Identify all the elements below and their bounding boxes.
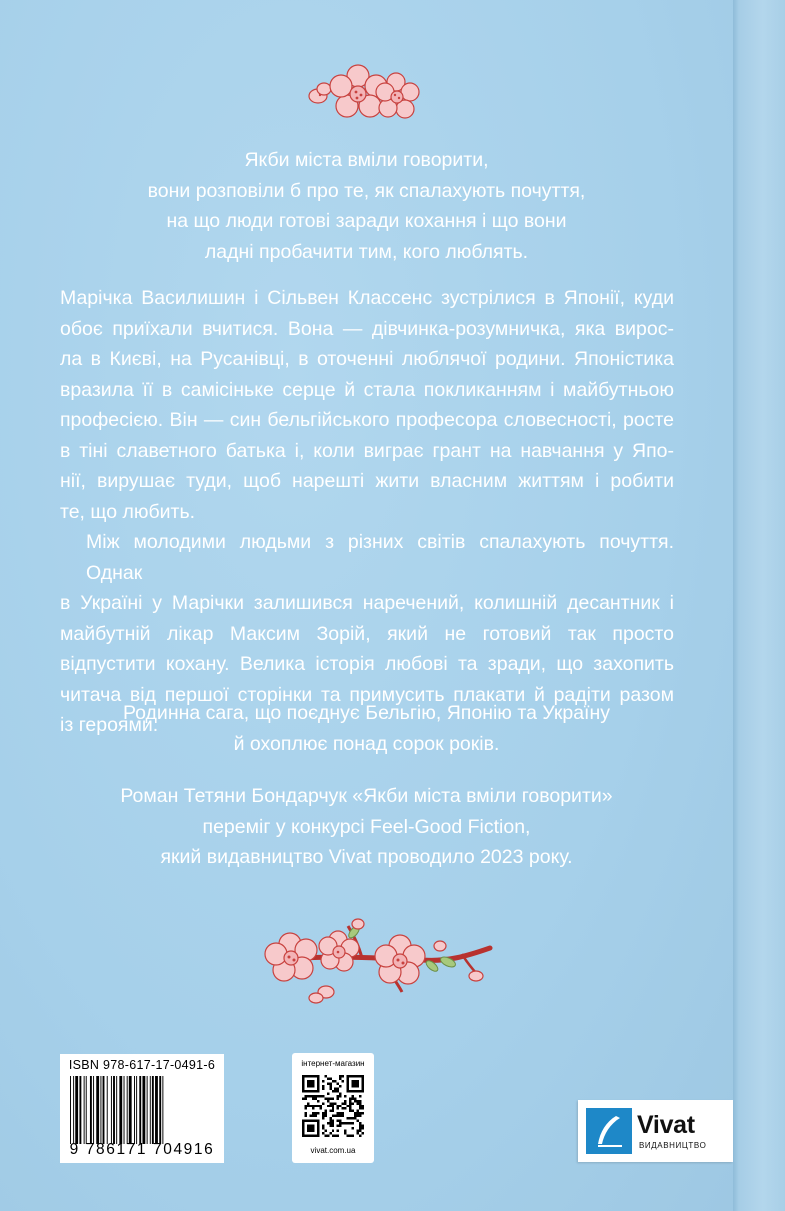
qr-module xyxy=(322,1132,324,1134)
qr-module xyxy=(327,1122,329,1124)
barcode-bar xyxy=(155,1076,158,1144)
qr-module xyxy=(307,1095,309,1097)
barcode-bar xyxy=(113,1076,115,1144)
qr-module xyxy=(309,1105,311,1107)
award-line: переміг у конкурсі Feel-Good Fiction, xyxy=(202,815,531,838)
qr-module xyxy=(334,1090,336,1092)
qr-module xyxy=(317,1095,319,1097)
barcode-bar xyxy=(79,1076,81,1144)
qr-module xyxy=(359,1127,361,1129)
qr-module xyxy=(342,1122,344,1124)
qr-module xyxy=(339,1112,341,1114)
text-line: із героями. xyxy=(60,714,159,736)
qr-module xyxy=(312,1115,314,1117)
qr-module xyxy=(312,1097,314,1099)
qr-module xyxy=(354,1115,356,1117)
qr-module xyxy=(319,1107,321,1109)
qr-module xyxy=(342,1112,344,1114)
qr-module xyxy=(357,1110,359,1112)
qr-module xyxy=(324,1075,326,1077)
qr-module xyxy=(312,1107,314,1109)
qr-module xyxy=(324,1135,326,1137)
text-line: в тіні славетного батька і, коли виграє грант на навчання у Япо- xyxy=(60,439,674,462)
qr-module xyxy=(319,1105,321,1107)
barcode-bar xyxy=(139,1076,141,1144)
qr-module xyxy=(304,1097,306,1099)
qr-module xyxy=(322,1095,324,1097)
qr-module xyxy=(342,1080,344,1082)
qr-module xyxy=(322,1085,324,1087)
qr-module xyxy=(359,1130,361,1132)
tagline xyxy=(60,698,673,759)
qr-top-label: інтернет-магазин xyxy=(301,1059,365,1068)
cherry-branch-icon xyxy=(262,918,494,1008)
qr-module xyxy=(307,1102,309,1104)
qr-module xyxy=(332,1102,334,1104)
qr-module xyxy=(362,1132,364,1134)
qr-module xyxy=(339,1075,341,1077)
text-line: нії, вирушає туди, щоб нарешті жити власним життям і робити xyxy=(60,470,674,492)
qr-module xyxy=(349,1107,351,1109)
barcode-bar xyxy=(152,1076,154,1144)
qr-module xyxy=(322,1127,324,1129)
text-line: відпустити кохану. Велика історія любові та зради, що захопить xyxy=(60,653,674,675)
qr-module xyxy=(349,1110,351,1112)
qr-code-icon xyxy=(302,1075,364,1137)
qr-module xyxy=(329,1120,331,1122)
qr-module xyxy=(329,1117,331,1119)
qr-module xyxy=(339,1092,341,1094)
intro-line: на що люди готові заради кохання і що вони xyxy=(166,210,567,232)
qr-module xyxy=(359,1100,361,1102)
isbn-barcode xyxy=(60,1054,224,1163)
barcode-bar xyxy=(73,1076,74,1144)
qr-module xyxy=(362,1127,364,1129)
qr-module xyxy=(352,1080,359,1087)
qr-module xyxy=(359,1135,361,1137)
barcode-bars xyxy=(70,1076,216,1144)
qr-module xyxy=(314,1112,316,1114)
barcode-bar xyxy=(93,1076,94,1144)
qr-module xyxy=(337,1082,339,1084)
qr-module xyxy=(304,1115,306,1117)
qr-module xyxy=(362,1105,364,1107)
qr-module xyxy=(312,1095,314,1097)
barcode-bar xyxy=(70,1076,71,1144)
publisher-subtitle: ВИДАВНИЦТВО xyxy=(639,1141,707,1150)
qr-module xyxy=(304,1107,306,1109)
qr-module xyxy=(349,1102,351,1104)
barcode-bar xyxy=(100,1076,101,1144)
qr-module xyxy=(352,1102,354,1104)
qr-module xyxy=(332,1105,334,1107)
qr-module xyxy=(332,1135,334,1137)
qr-module xyxy=(357,1112,359,1114)
tagline-line: Родинна сага, що поєднує Бельгію, Японію та Україну xyxy=(122,702,610,724)
qr-module xyxy=(337,1087,339,1089)
qr-module xyxy=(324,1115,326,1117)
qr-module xyxy=(302,1097,304,1099)
qr-module xyxy=(307,1125,314,1132)
qr-module xyxy=(329,1077,331,1079)
qr-module xyxy=(344,1102,346,1104)
qr-module xyxy=(317,1105,319,1107)
qr-module xyxy=(332,1107,334,1109)
barcode-bar xyxy=(116,1076,117,1144)
qr-bottom-label: vivat.com.ua xyxy=(310,1146,356,1155)
qr-module xyxy=(337,1120,339,1122)
barcode-bar xyxy=(150,1076,151,1144)
cherry-blossom-icon xyxy=(300,62,425,130)
qr-module xyxy=(322,1115,324,1117)
qr-module xyxy=(337,1097,339,1099)
qr-module xyxy=(344,1130,346,1132)
qr-module xyxy=(327,1092,329,1094)
qr-module xyxy=(304,1105,306,1107)
qr-module xyxy=(357,1100,359,1102)
qr-module xyxy=(314,1095,316,1097)
qr-module xyxy=(329,1132,331,1134)
qr-module xyxy=(339,1115,341,1117)
isbn-label: ISBN 978-617-17-0491-6 xyxy=(68,1058,216,1072)
quill-logo-icon xyxy=(586,1108,632,1154)
text-line: Між молодими людьми з різних світів спалахують почуття. Однак xyxy=(86,531,674,584)
text-line: вразила її в самісіньке серце й стала покликанням і майбутньою xyxy=(60,378,674,401)
qr-module xyxy=(334,1102,336,1104)
qr-module xyxy=(344,1132,346,1134)
barcode-bar xyxy=(147,1076,148,1144)
qr-module xyxy=(337,1095,339,1097)
qr-module xyxy=(329,1085,331,1087)
barcode-bar xyxy=(134,1076,135,1144)
qr-module xyxy=(339,1120,341,1122)
intro-line: ладні пробачити тим, кого люблять. xyxy=(204,240,529,263)
qr-module xyxy=(327,1100,329,1102)
barcode-bar xyxy=(129,1076,132,1144)
award-line: який видавництво Vivat проводило 2023 року. xyxy=(160,846,573,868)
qr-module xyxy=(354,1117,356,1119)
qr-module xyxy=(337,1107,339,1109)
qr-module xyxy=(359,1112,361,1114)
qr-module xyxy=(309,1115,311,1117)
qr-module xyxy=(339,1105,341,1107)
text-line: в Україні у Марічки залишився наречений, колишній десантник і xyxy=(60,592,674,614)
qr-module xyxy=(357,1102,359,1104)
qr-module xyxy=(312,1112,314,1114)
qr-module xyxy=(347,1135,349,1137)
qr-module xyxy=(359,1125,361,1127)
qr-module xyxy=(329,1097,331,1099)
qr-module xyxy=(352,1135,354,1137)
qr-module xyxy=(332,1080,334,1082)
qr-module xyxy=(322,1112,324,1114)
qr-module xyxy=(359,1115,361,1117)
qr-module xyxy=(339,1077,341,1079)
qr-module xyxy=(349,1135,351,1137)
qr-module xyxy=(322,1125,324,1127)
qr-module xyxy=(332,1125,334,1127)
qr-module xyxy=(319,1095,321,1097)
book-spine xyxy=(733,0,785,1211)
qr-module xyxy=(354,1097,356,1099)
qr-module xyxy=(357,1115,359,1117)
qr-module xyxy=(324,1112,326,1114)
qr-module xyxy=(342,1102,344,1104)
synopsis-paragraph-1 xyxy=(60,283,674,527)
qr-module xyxy=(332,1110,334,1112)
barcode-bar xyxy=(86,1076,87,1144)
qr-module xyxy=(354,1100,356,1102)
qr-module xyxy=(327,1097,329,1099)
qr-module xyxy=(322,1102,324,1104)
qr-module xyxy=(324,1097,326,1099)
qr-module xyxy=(339,1085,341,1087)
barcode-bar xyxy=(111,1076,112,1144)
qr-module xyxy=(347,1122,349,1124)
qr-module xyxy=(327,1105,329,1107)
qr-module xyxy=(309,1095,311,1097)
text-line: читача від першої сторінки та примусить плакати й радіти разом xyxy=(60,683,674,706)
qr-module xyxy=(327,1077,329,1079)
qr-module xyxy=(362,1107,364,1109)
qr-module xyxy=(317,1100,319,1102)
synopsis xyxy=(60,283,674,741)
qr-module xyxy=(329,1082,331,1084)
qr-module xyxy=(322,1117,324,1119)
qr-module xyxy=(359,1122,361,1124)
qr-module xyxy=(332,1120,334,1122)
qr-module xyxy=(327,1135,329,1137)
qr-module xyxy=(337,1135,339,1137)
qr-module xyxy=(349,1117,351,1119)
qr-module xyxy=(342,1107,344,1109)
qr-module xyxy=(337,1105,339,1107)
qr-module xyxy=(334,1080,336,1082)
qr-module xyxy=(314,1105,316,1107)
qr-module xyxy=(339,1122,341,1124)
tagline-line: й охоплює понад сорок років. xyxy=(233,732,500,755)
qr-module xyxy=(332,1122,334,1124)
qr-module xyxy=(357,1120,359,1122)
qr-module xyxy=(354,1112,356,1114)
qr-module xyxy=(339,1125,341,1127)
qr-module xyxy=(349,1105,351,1107)
qr-module xyxy=(362,1125,364,1127)
barcode-bar xyxy=(103,1076,105,1144)
barcode-bar xyxy=(159,1076,161,1144)
qr-module xyxy=(334,1135,336,1137)
qr-module xyxy=(347,1105,349,1107)
qr-module xyxy=(329,1122,331,1124)
qr-code-panel xyxy=(292,1053,374,1163)
qr-module xyxy=(344,1122,346,1124)
qr-module xyxy=(359,1107,361,1109)
qr-module xyxy=(347,1117,349,1119)
qr-module xyxy=(337,1130,339,1132)
qr-module xyxy=(329,1110,331,1112)
intro-line: Якби міста вміли говорити, xyxy=(244,149,489,171)
barcode-bar xyxy=(119,1076,122,1144)
qr-module xyxy=(317,1112,319,1114)
qr-module xyxy=(332,1130,334,1132)
text-line: те, що любить. xyxy=(60,500,196,523)
qr-module xyxy=(352,1122,354,1124)
qr-module xyxy=(307,1105,309,1107)
text-line: майбутній лікар Максим Зорій, який не готовий так просто xyxy=(60,622,674,645)
barcode-bar xyxy=(136,1076,137,1144)
text-line: обоє приїхали вчитися. Вона — дівчинка-розумничка, яка вирос- xyxy=(60,317,674,340)
intro-verse xyxy=(60,145,673,267)
barcode-bar xyxy=(124,1076,125,1144)
qr-module xyxy=(322,1087,324,1089)
qr-module xyxy=(359,1095,361,1097)
qr-module xyxy=(349,1122,351,1124)
qr-module xyxy=(332,1115,334,1117)
qr-module xyxy=(329,1105,331,1107)
qr-module xyxy=(344,1107,346,1109)
publisher-name: Vivat xyxy=(637,1111,695,1139)
qr-module xyxy=(349,1097,351,1099)
barcode-bar xyxy=(96,1076,99,1144)
intro-line: вони розповіли б про те, як спалахують почуття, xyxy=(147,179,586,202)
qr-module xyxy=(314,1097,316,1099)
qr-module xyxy=(352,1127,354,1129)
qr-module xyxy=(334,1115,336,1117)
award-note xyxy=(60,781,673,873)
qr-module xyxy=(314,1115,316,1117)
qr-module xyxy=(324,1130,326,1132)
qr-module xyxy=(362,1112,364,1114)
qr-module xyxy=(332,1097,334,1099)
qr-module xyxy=(332,1090,334,1092)
barcode-bar xyxy=(75,1076,78,1144)
barcode-bar xyxy=(107,1076,108,1144)
qr-module xyxy=(352,1097,354,1099)
qr-module xyxy=(344,1095,346,1097)
qr-module xyxy=(357,1132,359,1134)
qr-module xyxy=(322,1080,324,1082)
barcode-bar xyxy=(90,1076,92,1144)
qr-module xyxy=(327,1082,329,1084)
award-line: Роман Тетяни Бондарчук «Якби міста вміли говорити» xyxy=(120,785,613,807)
qr-module xyxy=(334,1087,336,1089)
publisher-logo xyxy=(578,1100,733,1162)
barcode-digits: 9 786171 704916 xyxy=(69,1141,215,1158)
qr-module xyxy=(359,1105,361,1107)
qr-module xyxy=(337,1125,339,1127)
qr-module xyxy=(329,1087,331,1089)
qr-module xyxy=(342,1115,344,1117)
qr-module xyxy=(352,1117,354,1119)
barcode-bar xyxy=(127,1076,128,1144)
qr-module xyxy=(337,1090,339,1092)
text-line: ла в Києві, на Русанівці, в оточенні люблячої родини. Японістика xyxy=(60,348,674,370)
text-line: Марічка Василишин і Сільвен Классенс зустрілися в Японії, куди xyxy=(60,287,674,309)
qr-module xyxy=(329,1125,331,1127)
qr-module xyxy=(349,1100,351,1102)
barcode-bar xyxy=(162,1076,163,1144)
qr-module xyxy=(304,1112,306,1114)
qr-module xyxy=(357,1130,359,1132)
qr-module xyxy=(352,1095,354,1097)
qr-module xyxy=(342,1075,344,1077)
text-line: професією. Він — син бельгійського професора словесності, росте xyxy=(60,409,674,431)
qr-module xyxy=(344,1100,346,1102)
barcode-bar xyxy=(142,1076,145,1144)
qr-module xyxy=(329,1102,331,1104)
qr-module xyxy=(304,1095,306,1097)
qr-module xyxy=(339,1095,341,1097)
barcode-bar xyxy=(84,1076,85,1144)
qr-module xyxy=(324,1110,326,1112)
qr-module xyxy=(337,1112,339,1114)
qr-module xyxy=(352,1110,354,1112)
qr-module xyxy=(359,1102,361,1104)
qr-module xyxy=(312,1105,314,1107)
qr-module xyxy=(307,1080,314,1087)
qr-module xyxy=(337,1115,339,1117)
